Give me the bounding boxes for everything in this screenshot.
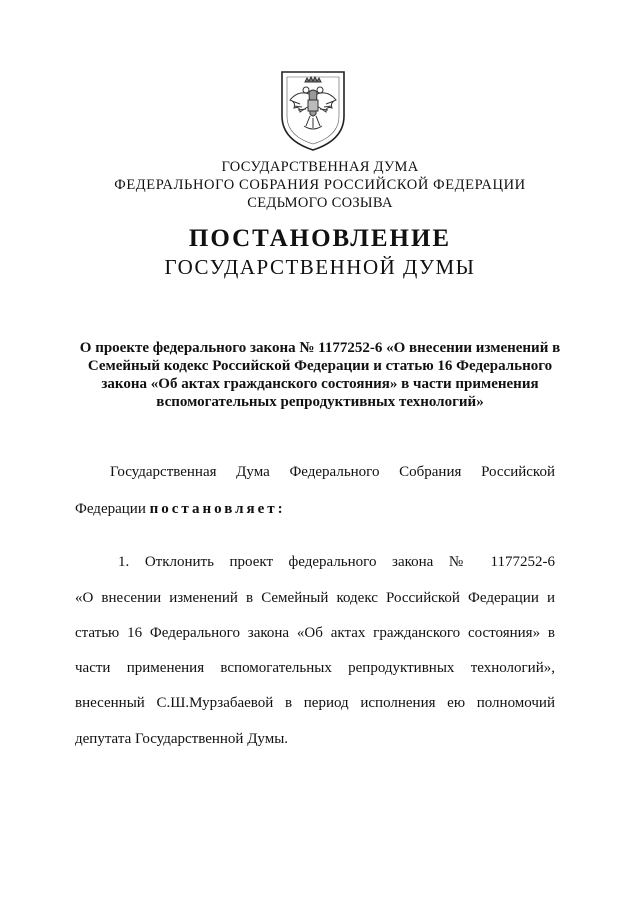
header-line-3: СЕДЬМОГО СОЗЫВА	[247, 195, 393, 211]
item1-line-6: депутата Государственной Думы.	[75, 731, 289, 747]
subject-line-2: Семейный кодекс Российской Федерации и статью 16 Федерального	[87, 358, 553, 374]
coat-of-arms-emblem	[278, 70, 348, 152]
item1-line-1: 1. Отклонить проект федерального закона № 1177252-6	[118, 554, 555, 570]
document-subtitle: ГОСУДАРСТВЕННОЙ ДУМЫ	[164, 255, 476, 279]
item1-line-5: внесенный С.Ш.Мурзабаевой в период исполнения ею полномочий	[75, 695, 555, 711]
subject-line-1: О проекте федерального закона № 1177252-6 «О внесении изменений в	[79, 340, 561, 356]
subject-line-4: вспомогательных репродуктивных технологий»	[156, 394, 484, 410]
document-subject	[60, 339, 580, 411]
header-line-1: ГОСУДАРСТВЕННАЯ ДУМА	[221, 159, 419, 175]
document-title: ПОСТАНОВЛЕНИЕ	[188, 225, 452, 252]
item1-line-2: «О внесении изменений в Семейный кодекс Российской Федерации и	[75, 590, 555, 606]
preamble-text: Федерации	[75, 501, 146, 517]
preamble-line-2	[75, 498, 555, 520]
item1-line-4: части применения вспомогательных репродуктивных технологий»,	[75, 660, 555, 676]
preamble-line-1: Государственная Дума Федерального Собрания Российской	[110, 464, 555, 480]
header-line-2: ФЕДЕРАЛЬНОГО СОБРАНИЯ РОССИЙСКОЙ ФЕДЕРАЦИИ	[114, 177, 526, 193]
preamble-decree-word: постановляет:	[149, 501, 286, 517]
item1-line-3: статью 16 Федерального закона «Об актах гражданского состояния» в	[75, 625, 555, 641]
subject-line-3: закона «Об актах гражданского состояния» в части применения	[101, 376, 539, 392]
